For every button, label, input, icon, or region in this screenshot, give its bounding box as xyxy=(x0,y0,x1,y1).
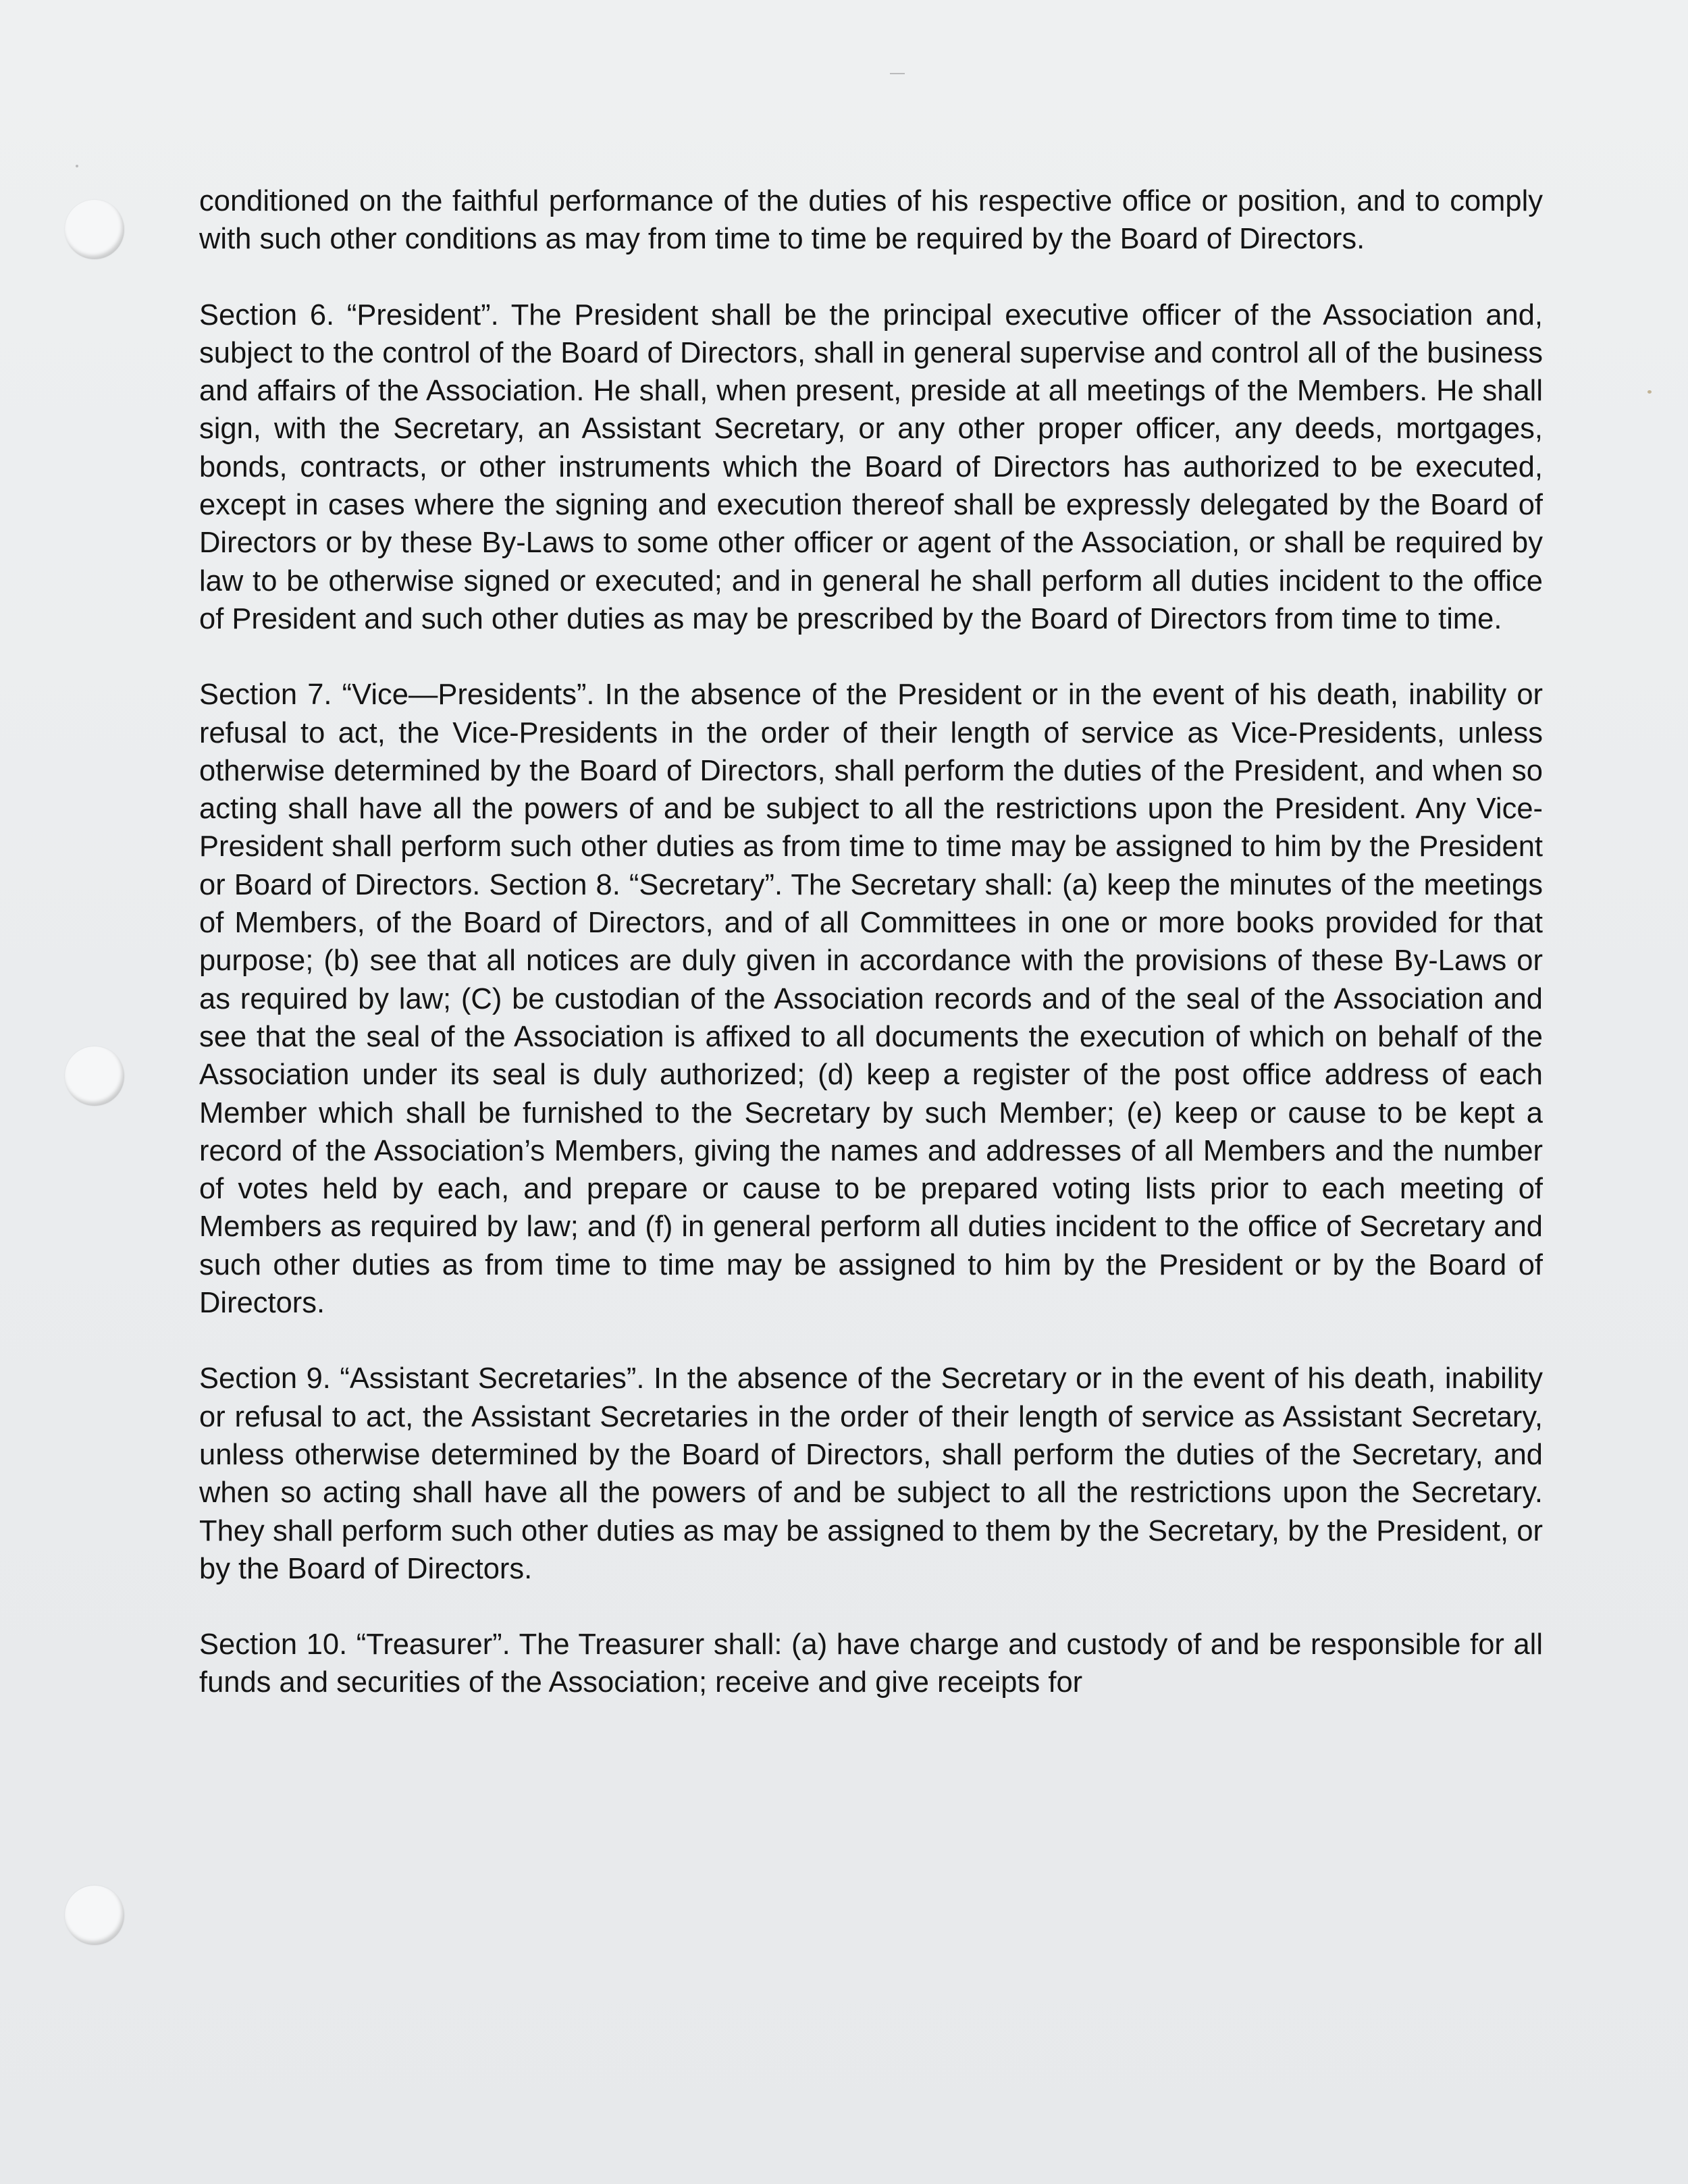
paragraph-section-9-assistant-secretaries: Section 9. “Assistant Secretaries”. In the absence of the Secretary or in the event of his death, inability or refusal to act, the Assistant Secretaries in the order of their length of service as Assistant Secretary, unless otherwise determined by the Board of Directors, shall perform the duties of the Secretary, and when so acting shall have all the powers of and be subject to all the restrictions upon the Secretary. They shall perform such other duties as may be assigned to them by the Secretary, by the President, or by the Board of Directors. xyxy=(199,1362,1543,1585)
punch-hole-top xyxy=(65,200,124,259)
scan-artifact-speck xyxy=(1647,390,1652,394)
punch-hole-bottom xyxy=(65,1886,124,1945)
paragraph-section-10-treasurer: Section 10. “Treasurer”. The Treasurer shall: (a) have charge and custody of and be responsible for all funds and securities of the Association; receive and give receipts for xyxy=(199,1628,1543,1699)
paragraph-continuation: conditioned on the faithful performance of the duties of his respective office or position, and to comply with such other conditions as may from time to time be required by the Board of Directors. xyxy=(199,185,1543,256)
document-body xyxy=(199,182,1543,1702)
punch-hole-middle xyxy=(65,1046,124,1106)
paragraph-section-7-8-vice-presidents-secretary: Section 7. “Vice—Presidents”. In the absence of the President or in the event of his death, inability or refusal to act, the Vice-Presidents in the order of their length of service as Vice-Presidents, unless otherwise determined by the Board of Directors, shall perform the duties of the President, and when so acting shall have all the powers of and be subject to all the restrictions upon the President. Any Vice-President shall perform such other duties as from time to time may be assigned to him by the President or Board of Directors. Section 8. “Secretary”. The Secretary shall: (a) keep the minutes of the meetings of Members, of the Board of Directors, and of all Committees in one or more books provided for that purpose; (b) see that all notices are duly given in accordance with the provisions of these By-Laws or as required by law; (C) be custodian of the Association records and of the seal of the Association and see that the seal of the Association is affixed to all documents the execution of which on behalf of the Association under its seal is duly authorized; (d) keep a register of the post office address of each Member which shall be furnished to the Secretary by such Member; (e) keep or cause to be kept a record of the Association’s Members, giving the names and addresses of all Members and the number of votes held by each, and prepare or cause to be prepared voting lists prior to each meeting of Members as required by law; and (f) in general perform all duties incident to the office of Secretary and such other duties as from time to time may be assigned to him by the President or by the Board of Directors. xyxy=(199,678,1543,1320)
scan-artifact-dot xyxy=(76,165,78,167)
scan-artifact-mark xyxy=(890,73,905,74)
paragraph-section-6-president: Section 6. “President”. The President shall be the principal executive officer of the Association and, subject to the control of the Board of Directors, shall in general supervise and control all of the business and affairs of the Association. He shall, when present, preside at all meetings of the Members. He shall sign, with the Secretary, an Assistant Secretary, or any other proper officer, any deeds, mortgages, bonds, contracts, or other instruments which the Board of Directors has authorized to be executed, except in cases where the signing and execution thereof shall be expressly delegated by the Board of Directors or by these By-Laws to some other officer or agent of the Association, or shall be required by law to be otherwise signed or executed; and in general he shall perform all duties incident to the office of President and such other duties as may be prescribed by the Board of Directors from time to time. xyxy=(199,298,1543,635)
